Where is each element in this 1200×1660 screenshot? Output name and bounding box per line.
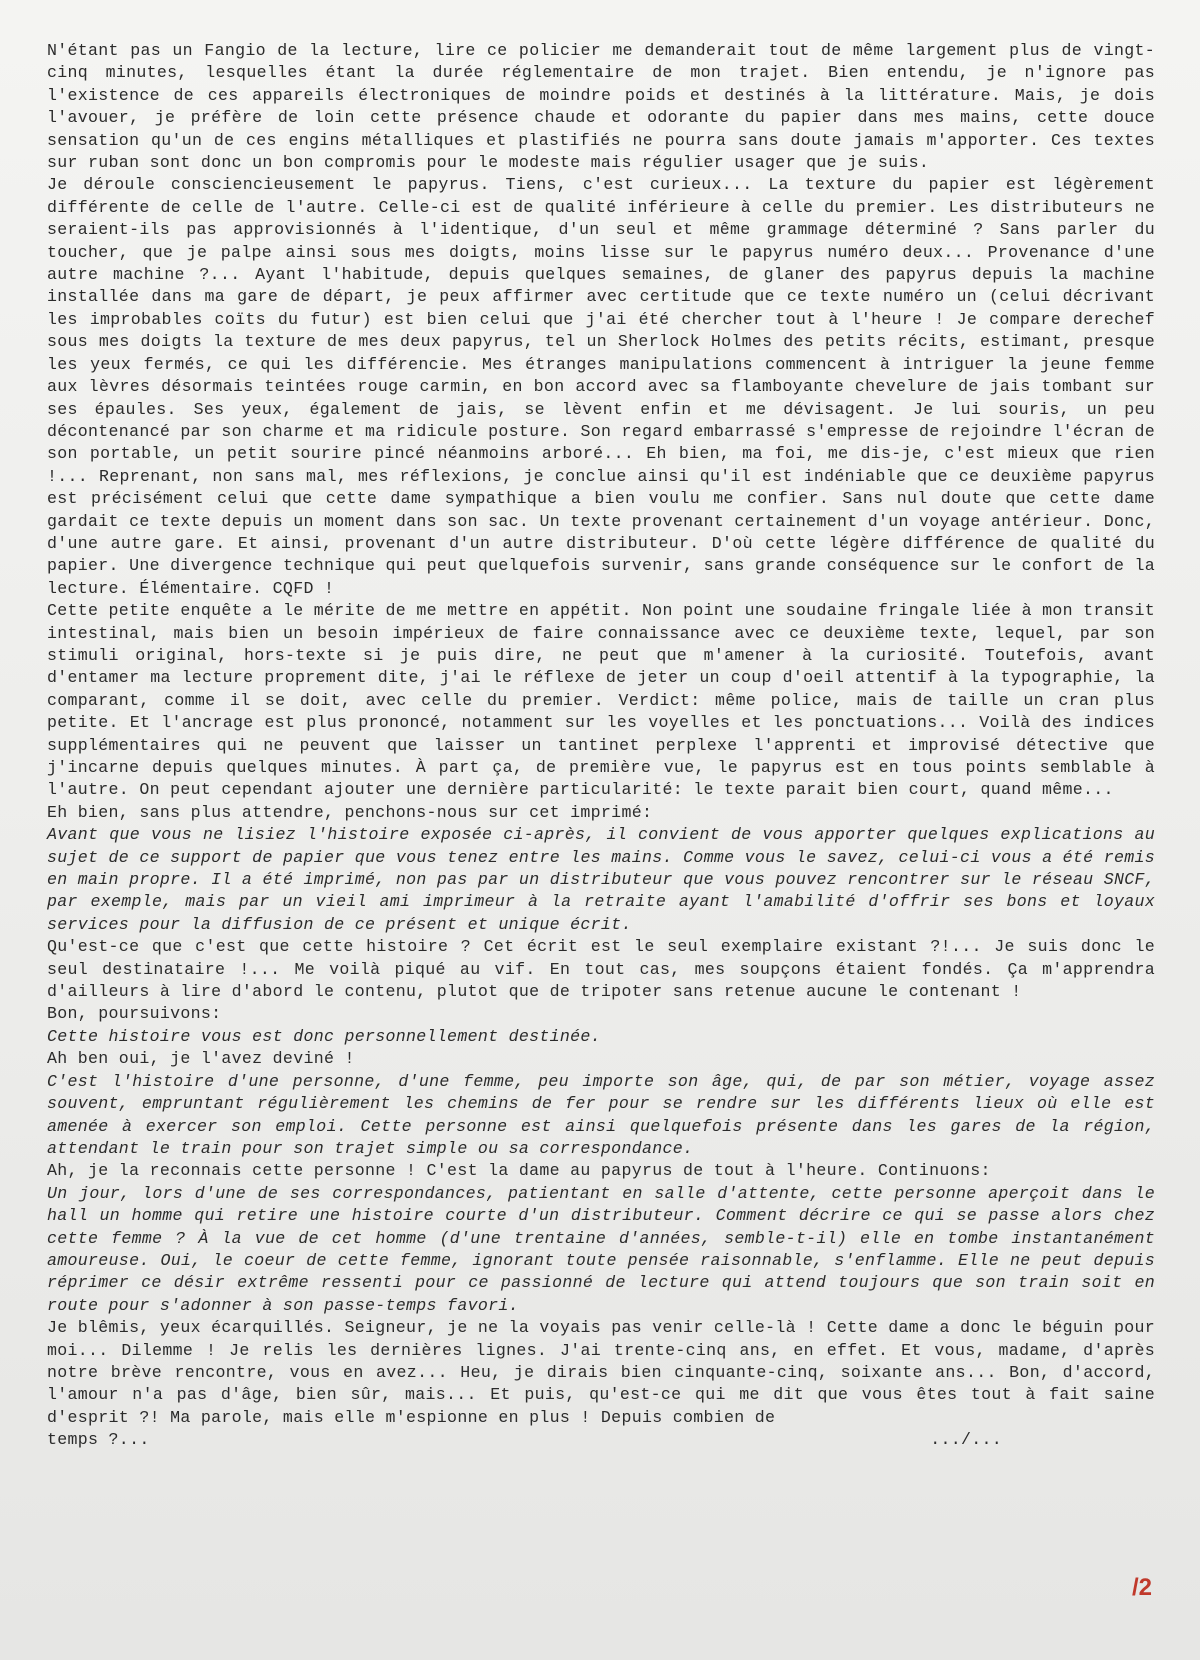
paragraph: Qu'est-ce que c'est que cette histoire ? Cet écrit est le seul exemplaire existant ?!... Je suis donc le seul destinataire !... Me voilà piqué au vif. En tout cas, mes soupçons étaient fondés. Ça m'apprendra d'ailleurs à lire d'abord le contenu, plutot que de tripoter sans retenue aucune le contenant ! [47,937,1155,1002]
continuation-marker: .../... [930,1430,1002,1450]
italic-paragraph: C'est l'histoire d'une personne, d'une femme, peu importe son âge, qui, de par son métier, voyage assez souvent, empruntant régulièrement les chemins de fer pour se rendre sur les différents lieux où elle est amenée à exercer son emploi. Cette personne est ainsi quelquefois présente dans les gares de la région, attendant le train pour son trajet simple ou sa correspondance. [47,1071,1155,1158]
italic-paragraph: Avant que vous ne lisiez l'histoire exposée ci-après, il convient de vous apporter quelques explications au sujet de ce support de papier que vous tenez entre les mains. Comme vous le savez, celui-ci vous a été remis en main propre. Il a été imprimé, non pas par un distributeur que vous pouvez rencontrer sur le réseau SNCF, par exemple, mais par un vieil ami imprimeur à la retraite ayant l'amabilité d'offrir ses bons et loyaux services pour la diffusion de ce présent et unique écrit. [47,825,1155,934]
body-text [47,40,1155,1452]
paragraph: N'étant pas un Fangio de la lecture, lire ce policier me demanderait tout de même largement plus de vingt-cinq minutes, lesquelles étant la durée réglementaire de mon trajet. Bien entendu, je n'ignore pas l'existence de ces appareils électroniques de moindre poids et destinés à la littérature. Mais, je dois l'avouer, je préfère de loin cette présence chaude et odorante du papier dans mes mains, cette douce sensation qu'un de ces engins métalliques et plastifiés ne pourra sans doute jamais m'apporter. Ces textes sur ruban sont donc un bon compromis pour le modeste mais régulier usager que je suis. [47,41,1155,173]
paragraph: Je déroule consciencieusement le papyrus. Tiens, c'est curieux... La texture du papier est légèrement différente de celle de l'autre. Celle-ci est de qualité inférieure à celle du premier. Les distributeurs ne seraient-ils pas approvisionnés à l'identique, d'un seul et même grammage déterminé ? Sans parler du toucher, que je palpe ainsi sous mes doigts, moins lisse sur le papyrus numéro deux... Provenance d'une autre machine ?... Ayant l'habitude, depuis quelques semaines, de glaner des papyrus depuis la machine installée dans ma gare de départ, je peux affirmer avec certitude que ce texte numéro un (celui décrivant les improbables coïts du futur) est bien celui que j'ai été chercher tout à l'heure ! Je compare derechef sous mes doigts la texture de mes deux papyrus, tel un Sherlock Holmes des petits récits, estimant, presque les yeux fermés, ce qui les différencie. Mes étranges manipulations commencent à intriguer la jeune femme aux lèvres désormais teintées rouge carmin, en bon accord avec sa flamboyante chevelure de jais tombant sur ses épaules. Ses yeux, également de jais, se lèvent enfin et me dévisagent. Je lui souris, un peu décontenancé par son charme et ma ridicule posture. Son regard embarrassé s'empresse de rejoindre l'écran de son portable, un petit sourire pincé néanmoins arboré... Eh bien, ma foi, me dis-je, c'est mieux que rien !... Reprenant, non sans mal, mes réflexions, je conclue ainsi qu'il est indéniable que ce deuxième papyrus est précisément celui que cette dame sympathique a bien voulu me confier. Sans nul doute que cette dame gardait ce texte depuis un moment dans son sac. Un texte provenant certainement d'un voyage antérieur. Donc, d'une autre gare. Et ainsi, provenant d'un autre distributeur. D'où cette légère différence de qualité du papier. Une divergence technique qui peut quelquefois survenir, sans grande conséquence sur le confort de la lecture. Élémentaire. CQFD ! [47,175,1155,598]
last-line-text: temps ?... [47,1430,150,1450]
italic-paragraph: Cette histoire vous est donc personnellement destinée. [47,1026,601,1046]
last-line [47,1429,1002,1451]
paragraph: Bon, poursuivons: [47,1004,222,1024]
paragraph: Je blêmis, yeux écarquillés. Seigneur, je ne la voyais pas venir celle-là ! Cette dame a donc le béguin pour moi... Dilemme ! Je relis les dernières lignes. J'ai trente-cinq ans, en effet. Et vous, madame, d'après notre brève rencontre, vous en avez... Heu, je dirais bien cinquante-cinq, soixante ans... Bon, d'accord, l'amour n'a pas d'âge, bien sûr, mais... Et puis, qu'est-ce qui me dit que vous êtes tout à fait saine d'esprit ?! Ma parole, mais elle m'espionne en plus ! Depuis combien de [47,1318,1155,1427]
paragraph: Cette petite enquête a le mérite de me mettre en appétit. Non point une soudaine fringale liée à mon transit intestinal, mais bien un besoin impérieux de faire connaissance avec ce deuxième texte, lequel, par son stimuli original, hors-texte si je puis dire, ne peut que m'amener à la curiosité. Toutefois, avant d'entamer ma lecture proprement dite, j'ai le réflexe de jeter un coup d'oeil attentif à la typographie, la comparant, comme il se doit, avec celle du premier. Verdict: même police, mais de taille un cran plus petite. Et l'ancrage est plus prononcé, notamment sur les voyelles et les ponctuations... Voilà des indices supplémentaires qui ne peuvent que laisser un tantinet perplexe l'apprenti et improvisé détective que j'incarne depuis quelques minutes. À part ça, de première vue, le papyrus est en tous points semblable à l'autre. On peut cependant ajouter une dernière particularité: le texte parait bien court, quand même... [47,601,1155,800]
paragraph: Ah ben oui, je l'avez deviné ! [47,1049,355,1069]
page-number: /2 [1131,1574,1152,1601]
paragraph: Ah, je la reconnais cette personne ! C'est la dame au papyrus de tout à l'heure. Continuons: [47,1161,991,1181]
italic-paragraph: Un jour, lors d'une de ses correspondances, patientant en salle d'attente, cette personne aperçoit dans le hall un homme qui retire une histoire courte d'un distributeur. Comment décrire ce qui se passe alors chez cette femme ? À la vue de cet homme (d'une trentaine d'années, semble-t-il) elle en tombe instantanément amoureuse. Oui, le coeur de cette femme, ignorant toute pensée raisonnable, s'enflamme. Elle ne peut depuis réprimer ce désir extrême ressenti pour ce passionné de lecture qui attend toujours que son train soit en route pour s'adonner à son passe-temps favori. [47,1183,1155,1315]
paragraph: Eh bien, sans plus attendre, penchons-nous sur cet imprimé: [47,802,653,822]
